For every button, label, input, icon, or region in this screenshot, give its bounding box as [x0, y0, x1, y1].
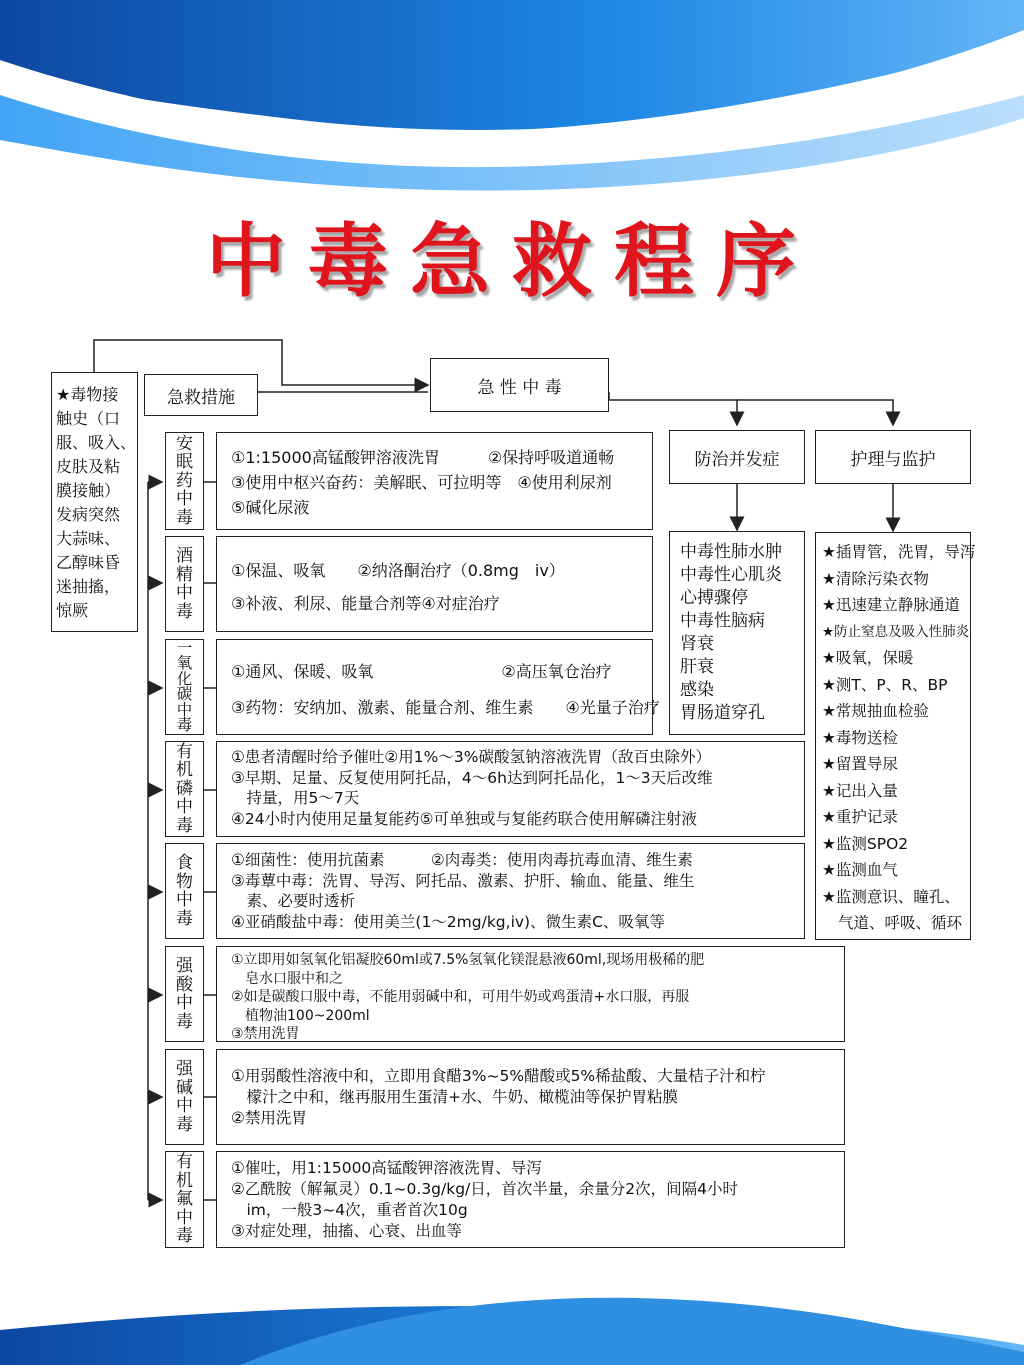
complication-list [680, 541, 782, 725]
poison-label-char: 中 [176, 993, 193, 1013]
poison-detail-line: ①细菌性：使用抗菌素 ②肉毒类：使用肉毒抗毒血清、维生素 [231, 851, 693, 869]
poison-label-char: 有 [176, 1152, 193, 1173]
poison-label-char: 磷 [176, 778, 193, 799]
poison-label-char: 毒 [176, 1011, 193, 1032]
nursing-item: ★监测意识、瞳孔、 [822, 887, 960, 906]
poison-label-char: 有 [176, 741, 193, 762]
poison-label-char: 氧 [176, 654, 193, 672]
poison-detail-line: ②乙酰胺（解氟灵）0.1~0.3g/kg/日，首次半量，余量分2次，间隔4小时 [231, 1180, 739, 1198]
poison-label-char: 强 [176, 1059, 193, 1079]
poison-label-char: 毒 [176, 908, 193, 929]
nursing-item: ★常规抽血检验 [822, 702, 929, 720]
cause-box [51, 372, 138, 632]
poison-label-box [165, 639, 204, 735]
nursing-item: ★毒物送检 [822, 728, 898, 747]
nursing-item: ★迅速建立静脉通道 [822, 596, 960, 614]
nursing-box [815, 430, 971, 484]
poison-label-box [165, 946, 204, 1042]
nursing-item: ★监测SPO2 [822, 834, 909, 853]
nursing-list [822, 539, 975, 937]
complication-item: 肝衰 [680, 657, 714, 677]
poison-detail-line: 素、必要时透析 [231, 892, 356, 910]
nursing-item: ★重护记录 [822, 808, 898, 826]
poison-detail-line: ②禁用洗胃 [231, 1109, 307, 1127]
cause-line: 膜接触） [56, 481, 121, 500]
poison-detail-line: ③对症处理，抽搐、心衰、出血等 [231, 1222, 462, 1240]
cause-line: 迷抽搐， [56, 577, 121, 596]
cause-line: 触史（口 [56, 409, 121, 428]
poison-label-char: 中 [176, 797, 193, 818]
poison-label-char: 中 [176, 700, 193, 719]
nursing-item: ★清除污染衣物 [822, 569, 929, 588]
poison-detail-line: ③早期、足量、反复使用阿托品，4～6h达到阿托品化，1～3天后改维 [231, 768, 713, 787]
poison-label-char: 毒 [176, 815, 193, 836]
poison-label-char: 毒 [176, 601, 193, 622]
poison-detail-box [216, 432, 653, 530]
acute-box [430, 358, 609, 412]
acute-label: 急 性 中 毒 [477, 377, 562, 398]
measures-box [144, 374, 258, 416]
complication-box [669, 430, 805, 484]
poison-detail-line: ③毒蕈中毒：洗胃、导泻、阿托品、激素、护肝、输血、能量、维生 [231, 871, 695, 890]
poison-label-char: 机 [176, 760, 193, 781]
measures-label: 急救措施 [167, 387, 235, 408]
cause-line: 服、吸入、 [56, 433, 137, 452]
poison-detail-line: ⑤碱化尿液 [231, 498, 310, 517]
poison-detail-line: ③使用中枢兴奋药：美解眠、可拉明等 ④使用利尿剂 [231, 473, 612, 492]
poison-detail-box [216, 741, 805, 837]
complication-label: 防治并发症 [694, 449, 780, 470]
poison-label-char: 碱 [176, 1077, 193, 1098]
page-title: 中毒急救程序 [206, 215, 818, 308]
poison-detail-line: im，一般3~4次，重者首次10g [231, 1201, 468, 1219]
poison-label-box [165, 741, 204, 837]
poison-label-char: 中 [176, 1207, 193, 1228]
poison-label-char: 强 [176, 956, 193, 976]
poison-label-char: 物 [176, 871, 193, 892]
poison-label-char: 中 [176, 583, 193, 603]
poison-label-box [165, 843, 204, 939]
nursing-item: ★留置导尿 [822, 755, 898, 773]
poison-label-char: 药 [176, 470, 193, 491]
poison-detail-line: 皂水口服中和之 [231, 970, 343, 987]
complication-list-box [669, 531, 805, 735]
poison-detail-line: ①立即用如氢氧化铝凝胶60ml或7.5%氢氧化镁混悬液60ml,现场用极稀的肥 [231, 952, 705, 968]
complication-item: 中毒性脑病 [680, 611, 765, 631]
poison-label-char: 酒 [176, 546, 193, 566]
poison-label-box [165, 536, 204, 632]
nursing-item: ★防止窒息及吸入性肺炎 [822, 623, 970, 640]
complication-item: 感染 [680, 680, 714, 700]
poison-label-char: 氟 [176, 1189, 193, 1210]
cause-line: 乙醇味昏 [56, 553, 121, 572]
cause-line: 惊厥 [56, 601, 89, 620]
poison-detail-line: ④24小时内使用足量复能药⑤可单独或与复能药联合使用解磷注射液 [231, 809, 698, 828]
poison-detail-line: ③药物：安纳加、激素、能量合剂、维生素 ④光量子治疗 [231, 698, 660, 717]
poison-detail-box [216, 1049, 845, 1145]
poison-label-char: 中 [176, 1096, 193, 1116]
nursing-label: 护理与监护 [850, 449, 936, 470]
cause-line: 发病突然 [56, 505, 121, 524]
poison-detail-line: ①用弱酸性溶液中和，立即用食醋3%~5%醋酸或5%稀盐酸、大量桔子汁和柠 [231, 1067, 766, 1085]
nursing-item: ★记出入量 [822, 781, 898, 800]
poison-detail-line: ①催吐，用1:15000高锰酸钾溶液洗胃、导泻 [231, 1159, 542, 1177]
poison-detail-line: ②如是碳酸口服中毒，不能用弱碱中和，可用牛奶或鸡蛋清+水口服，再服 [231, 989, 690, 1005]
poison-detail-line: ①1:15000高锰酸钾溶液洗胃 ②保持呼吸道通畅 [231, 448, 615, 467]
poison-label-char: 碳 [176, 685, 193, 703]
poison-detail-line: ①保温、吸氧 ②纳洛酮治疗（0.8mg iv） [231, 561, 565, 580]
nursing-item: ★监测血气 [822, 861, 898, 879]
poison-label-char: 毒 [176, 1114, 193, 1135]
poison-detail-line: 檬汁之中和，继再服用生蛋清+水、牛奶、橄榄油等保护胃粘膜 [231, 1088, 678, 1106]
poison-label-char: 毒 [176, 507, 193, 528]
nursing-list-box [815, 532, 976, 940]
poison-label-char: 酸 [176, 974, 193, 995]
poison-label-char: 精 [176, 564, 193, 585]
poison-detail-line: ①通风、保暖、吸氧 ②高压氧仓治疗 [231, 662, 612, 681]
poison-label-box [165, 1151, 204, 1248]
poison-detail-box [216, 536, 653, 632]
poison-label-char: 化 [176, 669, 193, 688]
cause-line: ★毒物接 [56, 385, 119, 404]
poison-detail-box [216, 843, 805, 939]
cause-line: 大蒜味、 [56, 529, 121, 548]
poison-detail-line: ④亚硝酸盐中毒：使用美兰(1～2mg/kg,iv)、微生素C、吸氧等 [231, 912, 665, 931]
poison-detail-line: ③补液、利尿、能量合剂等④对症治疗 [231, 594, 500, 613]
poison-label-char: 安 [176, 433, 193, 454]
poison-detail-line: 植物油100~200ml [231, 1007, 370, 1024]
poison-detail-line: 持量，用5～7天 [231, 789, 360, 807]
complication-item: 肾衰 [680, 634, 714, 654]
poison-label-char: 中 [176, 890, 193, 910]
poison-detail-box [216, 1151, 845, 1248]
poison-label-char: 眠 [176, 452, 193, 473]
complication-item: 中毒性肺水肿 [680, 542, 782, 562]
cause-text [56, 383, 136, 623]
nursing-item: ★插胃管，洗胃，导泻 [822, 543, 976, 561]
complication-item: 胃肠道穿孔 [680, 703, 765, 723]
poison-detail-line: ③禁用洗胃 [231, 1026, 300, 1042]
poison-label-char: 毒 [176, 1226, 193, 1247]
nursing-item: ★吸氧，保暖 [822, 649, 914, 667]
cause-line: 皮肤及粘 [56, 457, 121, 476]
poison-label-char: 中 [176, 489, 193, 510]
nursing-item: 气道、呼吸、循环 [838, 914, 963, 932]
poison-label-box [165, 1049, 204, 1145]
poison-label-char: 毒 [176, 716, 193, 734]
poison-label-char: 食 [176, 853, 193, 873]
poison-detail-box [216, 946, 845, 1042]
nursing-item: ★测T、P、R、BP [822, 675, 948, 694]
poison-label-char: 一 [176, 638, 193, 657]
poison-label-char: 机 [176, 1170, 193, 1191]
poison-detail-line: ①患者清醒时给予催吐②用1%～3%碳酸氢钠溶液洗胃（敌百虫除外） [231, 748, 711, 766]
complication-item: 心搏骤停 [680, 588, 748, 608]
poison-detail-box [216, 639, 660, 735]
poison-label-box [165, 432, 204, 530]
complication-item: 中毒性心肌炎 [680, 565, 782, 585]
